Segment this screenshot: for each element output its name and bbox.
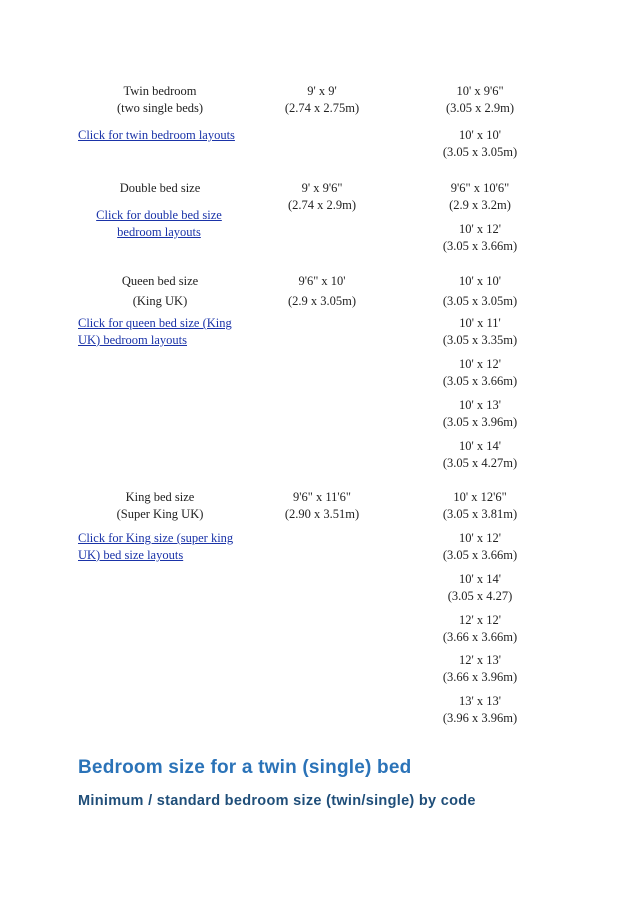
size-options — [415, 83, 545, 117]
size-metric: (3.05 x 3.96m) — [442, 415, 518, 429]
size-metric: (3.05 x 3.66m) — [442, 239, 518, 253]
size-metric: (3.66 x 3.96m) — [442, 670, 518, 684]
queen-layouts-link[interactable] — [78, 315, 248, 349]
size-metric: (3.05 x 3.81m) — [442, 507, 518, 521]
room-name: Double bed size — [119, 181, 201, 195]
room-name: Twin bedroom — [123, 84, 197, 98]
twin-layouts-link[interactable]: Click for twin bedroom layouts — [78, 128, 235, 142]
room-note: (two single beds) — [116, 101, 204, 115]
size-feet: 9'6" x 10'6" — [450, 181, 510, 195]
size-feet: 10' x 12' — [458, 222, 501, 236]
minimum-size — [262, 83, 382, 117]
minimum-metric: (2.74 x 2.9m) — [287, 198, 357, 212]
section-heading: Bedroom size for a twin (single) bed — [78, 757, 412, 778]
size-feet: 10' x 12' — [458, 531, 501, 545]
minimum-feet: 9' x 9' — [307, 84, 337, 98]
section-subheading: Minimum / standard bedroom size (twin/single) by code — [78, 793, 476, 809]
minimum-feet: 9'6" x 10' — [298, 274, 346, 288]
size-feet: 10' x 13' — [458, 398, 501, 412]
size-metric: (3.05 x 4.27m) — [442, 456, 518, 470]
minimum-feet: 9'6" x 11'6" — [293, 490, 351, 504]
size-feet: 10' x 12'6" — [453, 490, 507, 504]
size-metric: (3.05 x 3.35m) — [442, 333, 518, 347]
room-note: (King UK) — [132, 294, 188, 308]
room-note: (Super King UK) — [116, 507, 204, 521]
room-name: King bed size — [125, 490, 195, 504]
size-metric: (3.05 x 3.66m) — [442, 548, 518, 562]
size-feet: 10' x 11' — [459, 316, 501, 330]
king-layouts-link-text: Click for King size (super king UK) bed size layouts — [78, 531, 234, 562]
minimum-feet: 9' x 9'6" — [301, 181, 343, 195]
size-feet: 10' x 10' — [458, 128, 501, 142]
king-layouts-link[interactable] — [78, 530, 248, 564]
size-feet: 12' x 13' — [458, 653, 501, 667]
size-feet: 10' x 9'6" — [456, 84, 504, 98]
size-metric: (3.05 x 4.27) — [447, 589, 513, 603]
minimum-metric: (2.90 x 3.51m) — [284, 507, 360, 521]
size-feet: 12' x 12' — [458, 613, 501, 627]
size-feet: 10' x 10' — [458, 274, 501, 288]
size-metric: (3.05 x 3.05m) — [442, 145, 518, 159]
size-metric: (3.96 x 3.96m) — [442, 711, 518, 725]
size-metric: (3.66 x 3.66m) — [442, 630, 518, 644]
size-metric: (3.05 x 3.66m) — [442, 374, 518, 388]
size-metric: (3.05 x 2.9m) — [445, 101, 515, 115]
queen-layouts-link-text: Click for queen bed size (King UK) bedroom layouts — [78, 316, 232, 347]
size-feet: 13' x 13' — [458, 694, 501, 708]
size-feet: 10' x 14' — [458, 572, 501, 586]
room-label — [78, 83, 242, 117]
size-metric: (2.9 x 3.2m) — [449, 198, 511, 212]
size-feet: 10' x 14' — [458, 439, 501, 453]
minimum-metric: (2.9 x 3.05m) — [287, 294, 357, 308]
minimum-metric: (2.74 x 2.75m) — [284, 101, 360, 115]
size-feet: 10' x 12' — [458, 357, 501, 371]
double-layouts-link[interactable]: Click for double bed size bedroom layouts — [96, 208, 222, 239]
size-metric: (3.05 x 3.05m) — [442, 294, 518, 308]
room-name: Queen bed size — [121, 274, 199, 288]
